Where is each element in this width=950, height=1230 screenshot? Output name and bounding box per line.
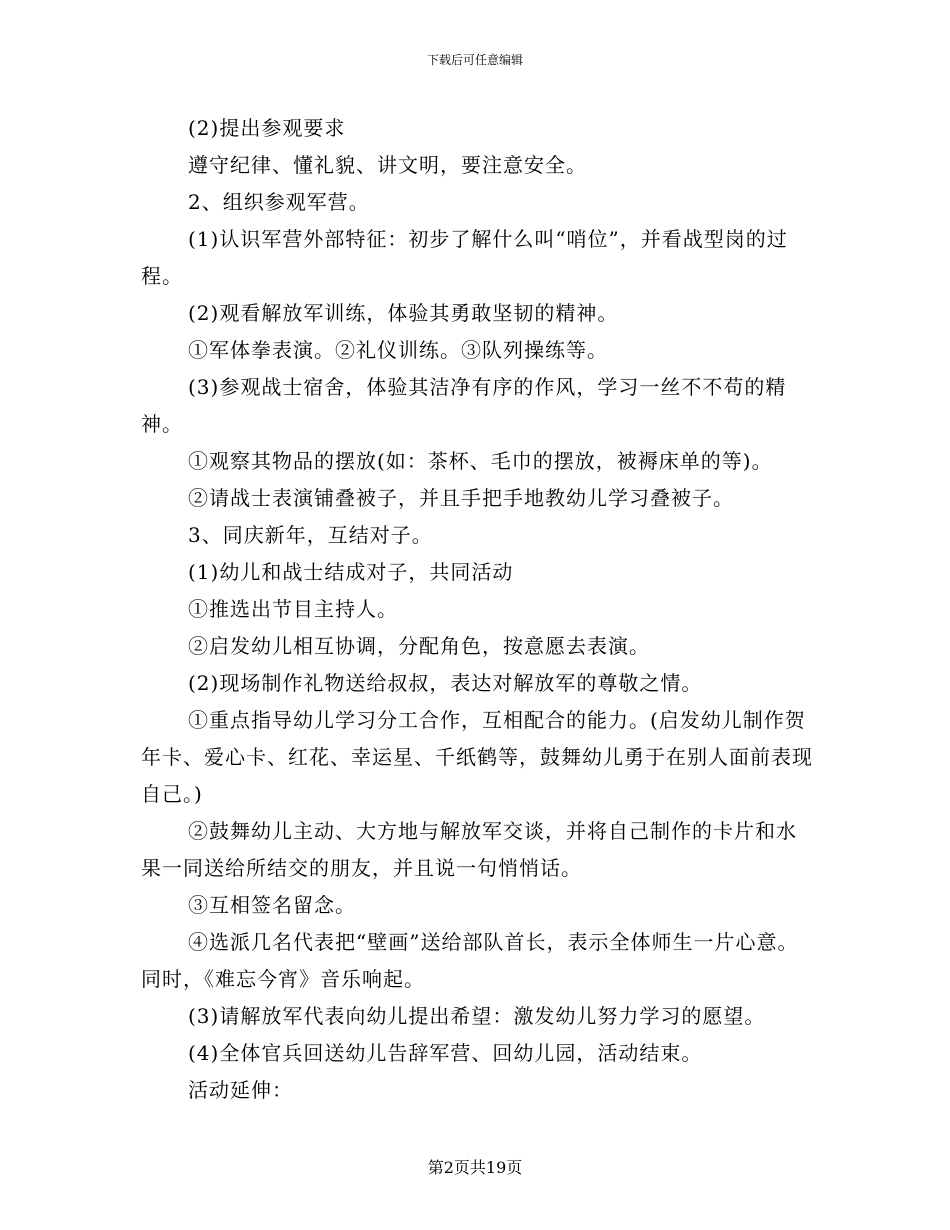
paragraph: 3、同庆新年，互结对子。 [188, 523, 433, 547]
paragraph: ④选派几名代表把“壁画”送给部队首长，表示全体师生一片心意。同时，《难忘今宵》音乐响起。 [141, 930, 799, 991]
paragraph: ①观察其物品的摆放(如：茶杯、毛巾的摆放，被褥床单的等)。 [188, 449, 773, 473]
paragraph: ①军体拳表演。②礼仪训练。③队列操练等。 [188, 338, 608, 362]
paragraph: (3)参观战士宿舍，体验其洁净有序的作风，学习一丝不不苟的精神。 [141, 375, 787, 436]
paragraph: (1)幼儿和战士结成对子，共同活动 [188, 560, 514, 584]
paragraph: (3)请解放军代表向幼儿提出希望：激发幼儿努力学习的愿望。 [188, 1004, 766, 1028]
paragraph: ②请战士表演铺叠被子，并且手把手地教幼儿学习叠被子。 [188, 486, 734, 510]
paragraph: (2)提出参观要求 [188, 116, 346, 140]
paragraph: (4)全体官兵回送幼儿告辞军营、回幼儿园，活动结束。 [188, 1041, 703, 1065]
page-footer: 第2页共19页 [427, 1158, 523, 1177]
paragraph: ③互相签名留念。 [188, 893, 356, 917]
paragraph: ②鼓舞幼儿主动、大方地与解放军交谈，并将自己制作的卡片和水果一同送给所结交的朋友，并且说一句悄悄话。 [141, 819, 797, 880]
paragraph: 活动延伸： [188, 1078, 293, 1102]
paragraph: ①重点指导幼儿学习分工合作，互相配合的能力。(启发幼儿制作贺年卡、爱心卡、红花、幸运星、千纸鹤等，鼓舞幼儿勇于在别人面前表现自己。) [141, 708, 813, 806]
paragraph: 2、组织参观军营。 [188, 190, 370, 214]
paragraph: (1)认识军营外部特征：初步了解什么叫“哨位”，并看战型岗的过程。 [141, 227, 788, 288]
paragraph: ①推选出节目主持人。 [188, 597, 398, 621]
paragraph: ②启发幼儿相互协调，分配角色，按意愿去表演。 [188, 634, 650, 658]
page-header: 下载后可任意编辑 [426, 53, 523, 67]
paragraph: (2)现场制作礼物送给叔叔，表达对解放军的尊敬之情。 [188, 671, 703, 695]
paragraph: (2)观看解放军训练，体验其勇敢坚韧的精神。 [188, 301, 619, 325]
document-body [141, 110, 813, 1109]
paragraph: 遵守纪律、懂礼貌、讲文明，要注意安全。 [188, 153, 587, 177]
